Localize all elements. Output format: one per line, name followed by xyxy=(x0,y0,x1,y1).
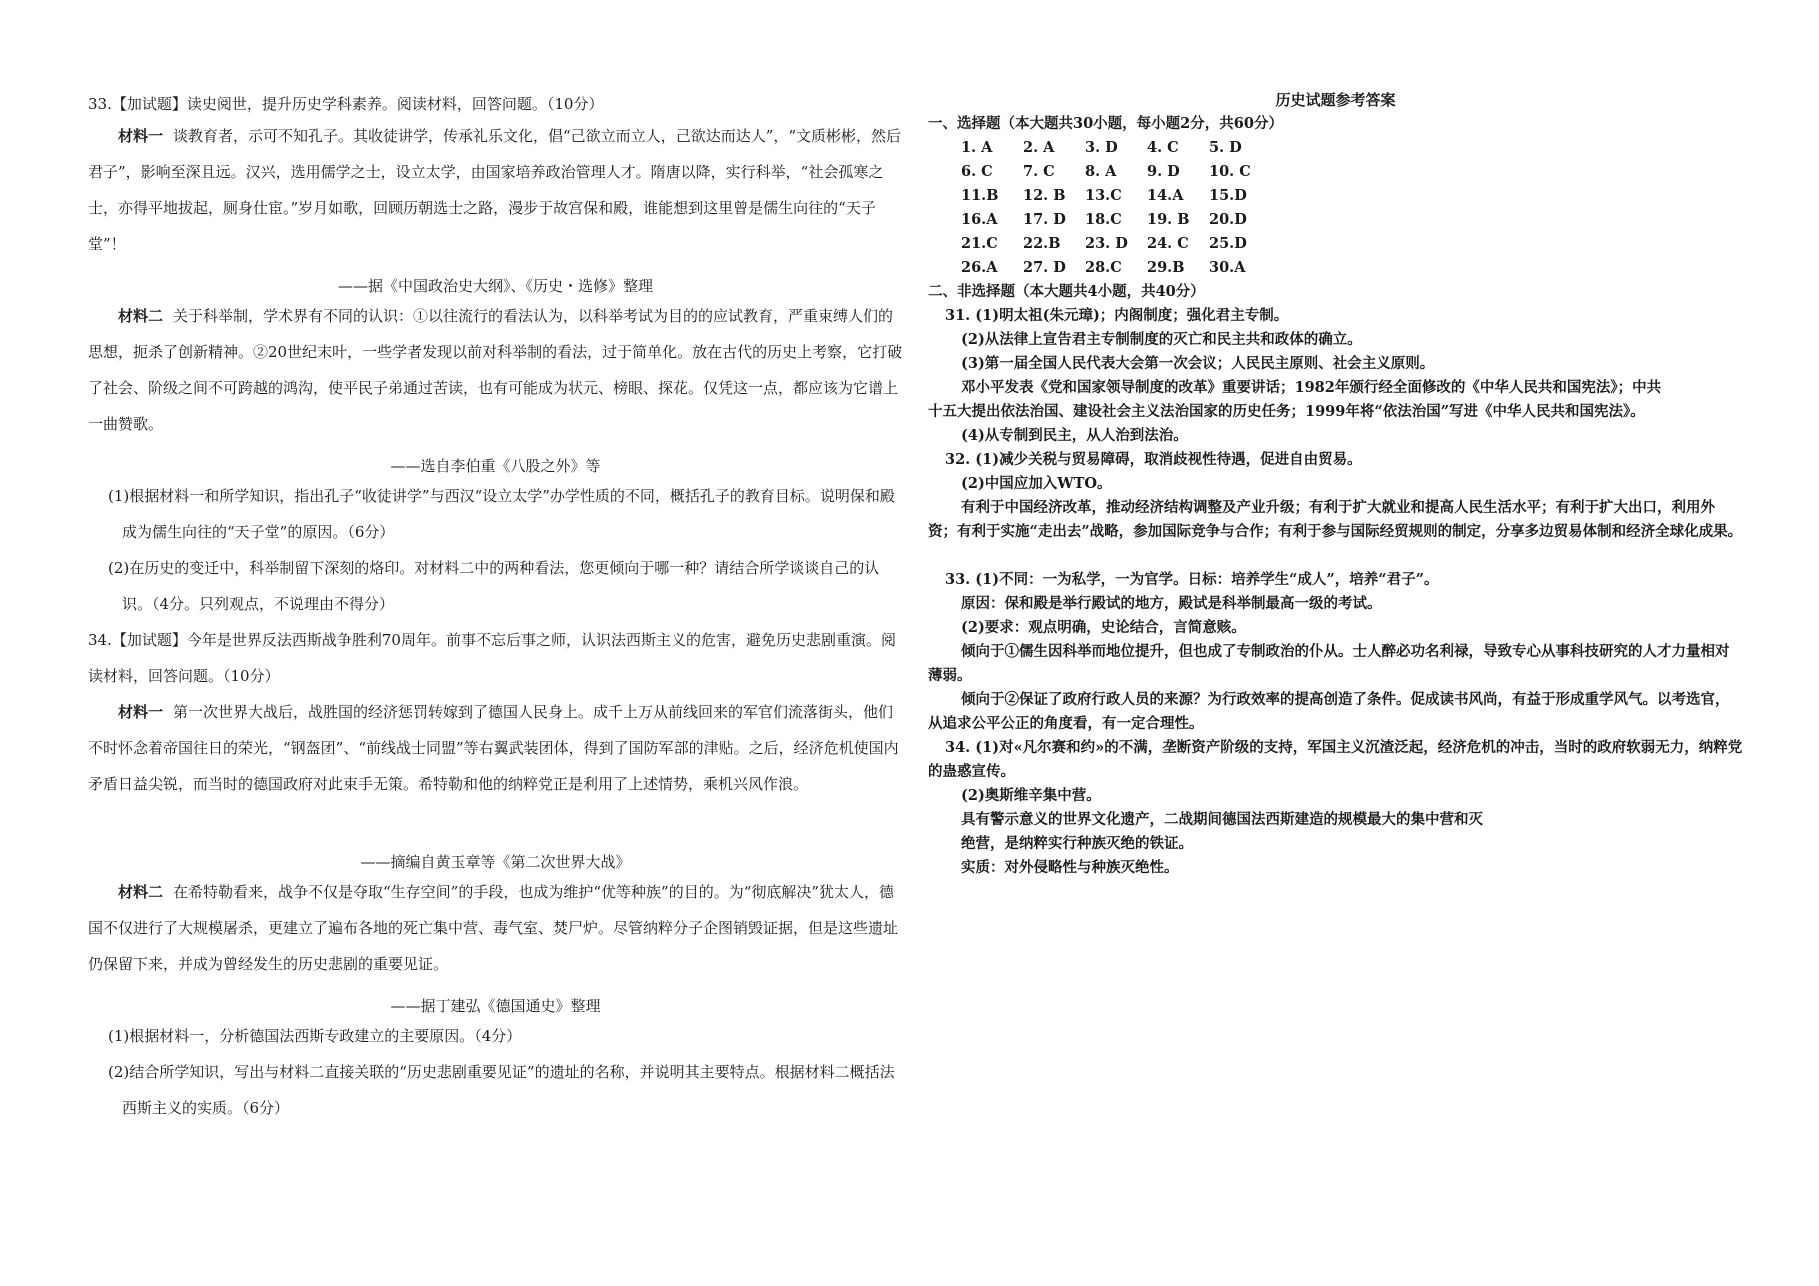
mc-answer: 24. C xyxy=(1147,235,1189,252)
answer-32-1: 32. (1)减少关税与贸易障碍，取消歧视性待遇，促进自由贸易。 xyxy=(945,451,1362,468)
q33-material-2 xyxy=(88,298,903,442)
q33-material-2-tag: 材料二 xyxy=(118,307,164,325)
answer-title: 历史试题参考答案 xyxy=(1275,91,1396,109)
answer-33-2-view-2: 倾向于②保证了政府行政人员的来源？为行政效率的提高创造了条件。促成读书风尚，有益于形成重学风气。以考选官，从追求公平公正的角度看，有一定合理性。 xyxy=(928,691,1730,732)
mc-answer: 21.C xyxy=(961,235,998,252)
q33-material-1-tag: 材料一 xyxy=(118,127,164,145)
answer-34-2: (2)奥斯维辛集中营。 xyxy=(961,787,1101,804)
mc-answer: 23. D xyxy=(1085,235,1128,252)
mc-answer: 14.A xyxy=(1147,187,1184,204)
q33-heading: 33.【加试题】读史阅世，提升历史学科素养。阅读材料，回答问题。（10分） xyxy=(88,95,604,113)
q34-material-2-tag: 材料二 xyxy=(118,883,164,901)
answer-31-3-detail-b: 十五大提出依法治国、建设社会主义法治国家的历史任务；1999年将“依法治国”写进《中华人民共和国宪法》。 xyxy=(928,403,1645,420)
mc-answer: 19. B xyxy=(1147,211,1190,228)
mc-answer: 16.A xyxy=(961,211,998,228)
q34-material-1-source: ——摘编自黄玉章等《第二次世界大战》 xyxy=(360,853,631,871)
mc-answer: 1. A xyxy=(961,139,993,156)
section-2-heading: 二、非选择题（本大题共4小题，共40分） xyxy=(928,283,1205,300)
mc-answer: 9. D xyxy=(1147,163,1180,180)
mc-answer: 28.C xyxy=(1085,259,1122,276)
mc-answer: 5. D xyxy=(1209,139,1242,156)
mc-answer: 11.B xyxy=(961,187,999,204)
q34-material-1-tag: 材料一 xyxy=(118,703,164,721)
answer-34-1: 34. (1)对«凡尔赛和约»的不满，垄断资产阶级的支持，军国主义沉渣泛起，经济危机的冲击，当时的政府软弱无力，纳粹党的蛊惑宣传。 xyxy=(928,739,1743,780)
answer-32-2-detail: 有利于中国经济改革，推动经济结构调整及产业升级；有利于扩大就业和提高人民生活水平；有利于扩大出口，利用外资；有利于实施“走出去”战略，参加国际竞争与合作；有利于参与国际经贸规则的制定，分享多边贸易体制和经济全球化成果。 xyxy=(928,499,1743,540)
q33-material-1 xyxy=(88,118,903,262)
mc-answer: 22.B xyxy=(1023,235,1061,252)
mc-answer: 27. D xyxy=(1023,259,1066,276)
answer-34-2-detail-b: 绝营，是纳粹实行种族灭绝的铁证。 xyxy=(961,835,1193,852)
q33-material-2-source: ——选自李伯重《八股之外》等 xyxy=(390,457,601,475)
answer-31-4: (4)从专制到民主，从人治到法治。 xyxy=(961,427,1188,444)
q34-sub-question-1: (1)根据材料一，分析德国法西斯专政建立的主要原因。（4分） xyxy=(108,1027,522,1045)
q33-sub-question-1: (1)根据材料一和所学知识，指出孔子“收徒讲学”与西汉“设立太学”办学性质的不同，概括孔子的教育目标。说明保和殿成为儒生向往的“天子堂”的原因。（6分） xyxy=(108,487,895,541)
section-1-heading: 一、选择题（本大题共30小题，每小题2分，共60分） xyxy=(928,115,1283,132)
q34-material-2-source: ——据丁建弘《德国通史》整理 xyxy=(390,997,601,1015)
mc-answer: 25.D xyxy=(1209,235,1247,252)
q34-material-1-text: 第一次世界大战后，战胜国的经济惩罚转嫁到了德国人民身上。成千上万从前线回来的军官们流落街头，他们不时怀念着帝国往日的荣光，“钢盔团”、“前线战士同盟”等右翼武装团体，得到了国防军部的津贴。之后，经济危机使国内矛盾日益尖锐，而当时的德国政府对此束手无策。希特勒和他的纳粹党正是利用了上述情势，乘机兴风作浪。 xyxy=(88,703,899,793)
answer-32-2: (2)中国应加入WTO。 xyxy=(961,475,1112,492)
mc-answer: 17. D xyxy=(1023,211,1066,228)
mc-answer: 29.B xyxy=(1147,259,1185,276)
mc-answer: 10. C xyxy=(1209,163,1251,180)
q33-material-1-text: 谈教育者，示可不知孔子。其收徒讲学，传承礼乐文化，倡“己欲立而立人，己欲达而达人”，“文质彬彬，然后君子”，影响至深且远。汉兴，选用儒学之士，设立太学，由国家培养政治管理人才。隋唐以降，实行科举，“社会孤寒之士，亦得平地拔起，厕身仕宦。”岁月如歌，回顾历朝选士之路，漫步于故宫保和殿，谁能想到这里曾是儒生向往的“天子堂”！ xyxy=(88,127,902,253)
answer-33-2-view-1: 倾向于①儒生因科举而地位提升，但也成了专制政治的仆从。士人醉必功名利禄，导致专心从事科技研究的人才力量相对薄弱。 xyxy=(928,643,1730,684)
mc-answer: 8. A xyxy=(1085,163,1117,180)
answer-31-1: 31. (1)明太祖(朱元璋)；内阁制度；强化君主专制。 xyxy=(945,307,1289,324)
mc-answer: 13.C xyxy=(1085,187,1122,204)
answer-31-3: (3)第一届全国人民代表大会第一次会议；人民民主原则、社会主义原则。 xyxy=(961,355,1435,372)
answer-34-2-detail-a: 具有警示意义的世界文化遗产，二战期间德国法西斯建造的规模最大的集中营和灭 xyxy=(961,811,1483,828)
mc-answer: 7. C xyxy=(1023,163,1055,180)
q33-material-1-source: ——据《中国政治史大纲》、《历史・选修》整理 xyxy=(337,277,653,295)
q34-heading: 34.【加试题】今年是世界反法西斯战争胜利70周年。前事不忘后事之师，认识法西斯主义的危害，避免历史悲剧重演。阅读材料，回答问题。（10分） xyxy=(88,631,896,685)
q34-material-2-text: 在希特勒看来，战争不仅是夺取“生存空间”的手段，也成为维护“优等种族”的目的。为“彻底解决”犹太人，德国不仅进行了大规模屠杀，更建立了遍布各地的死亡集中营、毒气室、焚尸炉。尽管纳粹分子企图销毁证据，但是这些遗址仍保留下来，并成为曾经发生的历史悲剧的重要见证。 xyxy=(88,883,899,973)
mc-answer: 30.A xyxy=(1209,259,1246,276)
answer-33-1: 33. (1)不同：一为私学，一为官学。日标：培养学生“成人”，培养“君子”。 xyxy=(945,571,1439,588)
mc-answer: 6. C xyxy=(961,163,993,180)
mc-answer: 12. B xyxy=(1023,187,1066,204)
mc-answer: 15.D xyxy=(1209,187,1247,204)
answer-34-2-essence: 实质：对外侵略性与种族灭绝性。 xyxy=(961,859,1179,876)
q34-sub-question-2: (2)结合所学知识，写出与材料二直接关联的“历史悲剧重要见证”的遗址的名称，并说明其主要特点。根据材料二概括法西斯主义的实质。（6分） xyxy=(108,1063,895,1117)
mc-answer: 20.D xyxy=(1209,211,1247,228)
q33-sub-question-2: (2)在历史的变迁中，科举制留下深刻的烙印。对材料二中的两种看法，您更倾向于哪一种？请结合所学谈谈自己的认识。（4分。只列观点，不说理由不得分） xyxy=(108,559,880,613)
answer-33-1-reason: 原因：保和殿是举行殿试的地方，殿试是科举制最高一级的考试。 xyxy=(961,595,1382,612)
q34-material-1 xyxy=(88,694,903,802)
answer-31-2: (2)从法律上宣告君主专制制度的灭亡和民主共和政体的确立。 xyxy=(961,331,1362,348)
mc-answer: 3. D xyxy=(1085,139,1118,156)
mc-answer: 26.A xyxy=(961,259,998,276)
q33-material-2-text: 关于科举制，学术界有不同的认识：①以往流行的看法认为，以科举考试为目的的应试教育，严重束缚人们的思想，扼杀了创新精神。②20世纪末叶，一些学者发现以前对科举制的看法，过于简单化。放在古代的历史上考察，它打破了社会、阶级之间不可跨越的鸿沟，使平民子弟通过苦读，也有可能成为状元、榜眼、探花。仅凭这一点，都应该为它谱上一曲赞歌。 xyxy=(88,307,903,433)
mc-answer: 2. A xyxy=(1023,139,1055,156)
mc-answer: 18.C xyxy=(1085,211,1122,228)
mc-answer: 4. C xyxy=(1147,139,1179,156)
answer-33-2: (2)要求：观点明确，史论结合，言简意赅。 xyxy=(961,619,1246,636)
q34-material-2 xyxy=(88,874,903,982)
answer-31-3-detail-a: 邓小平发表《党和国家领导制度的改革》重要讲话；1982年颁行经全面修改的《中华人民共和国宪法》；中共 xyxy=(961,379,1662,396)
